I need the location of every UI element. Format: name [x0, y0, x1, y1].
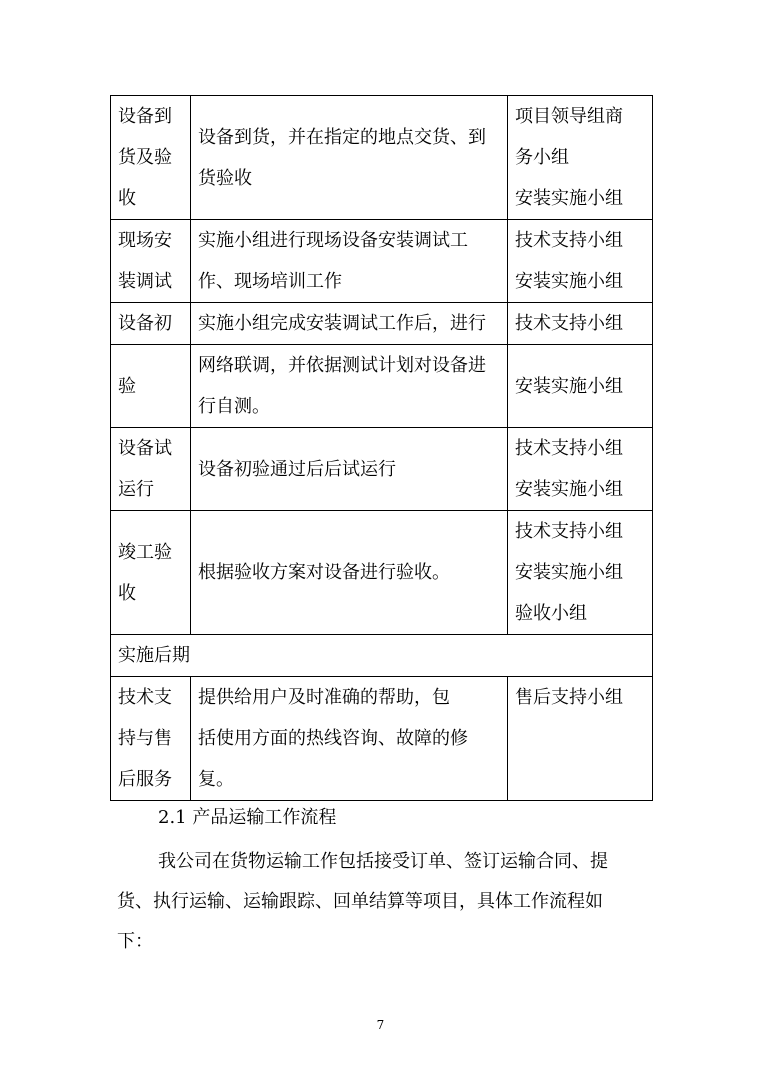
cell-line: 安装实施小组: [515, 375, 623, 397]
cell-line: 后服务: [118, 769, 172, 790]
phase-cell: [111, 428, 191, 511]
cell-line: 持与售: [118, 728, 172, 749]
table-row: [111, 345, 653, 428]
paragraph-line: 我公司在货物运输工作包括接受订单、签订运输合同、提: [158, 851, 608, 872]
cell-line: 竣工验: [118, 541, 172, 563]
cell-line: 运行: [118, 479, 154, 500]
cell-line: 安装实施小组: [515, 188, 623, 209]
cell-line: 提供给用户及时准确的帮助，包: [198, 687, 450, 708]
content-cell: [191, 303, 508, 345]
implementation-plan-table: [110, 95, 653, 801]
cell-line: 技术支: [118, 687, 172, 708]
content-cell: [191, 677, 508, 801]
cell-line: 安装实施小组: [515, 562, 623, 583]
cell-line: 作、现场培训工作: [198, 271, 342, 292]
cell-line: 技术支持小组: [515, 521, 623, 542]
table-row: [111, 220, 653, 303]
cell-line: 设备试: [118, 438, 172, 459]
paragraph-line: 货、执行运输、运输跟踪、回单结算等项目，具体工作流程如: [117, 891, 603, 912]
cell-line: 括使用方面的热线咨询、故障的修: [198, 728, 468, 749]
section-heading: 2.1 产品运输工作流程: [158, 807, 337, 828]
cell-line: 安装实施小组: [515, 271, 623, 292]
cell-line: 技术支持小组: [515, 313, 623, 334]
cell-line: 复。: [198, 769, 234, 790]
content-cell: [191, 220, 508, 303]
owner-cell: [508, 428, 653, 511]
phase-cell: [111, 345, 191, 428]
owner-cell: [508, 677, 653, 801]
table-row: [111, 428, 653, 511]
cell-line: 设备初: [118, 313, 172, 334]
content-cell: [191, 345, 508, 428]
cell-line: 根据验收方案对设备进行验收。: [198, 562, 450, 583]
paragraph-line: 下：: [117, 931, 153, 952]
cell-line: 项目领导组商: [515, 106, 623, 127]
cell-line: 网络联调，并依据测试计划对设备进: [198, 355, 486, 376]
table-row: [111, 677, 653, 801]
content-cell: [191, 96, 508, 220]
phase-cell: [111, 677, 191, 801]
table-row: [111, 511, 653, 635]
body-paragraph: [117, 842, 637, 962]
cell-line: 设备初验通过后后试运行: [198, 458, 396, 480]
cell-line: 验收小组: [515, 603, 587, 624]
cell-line: 验: [118, 375, 136, 397]
cell-line: 装调试: [118, 271, 172, 292]
table-row: [111, 96, 653, 220]
cell-line: 货验收: [198, 167, 252, 189]
owner-cell: [508, 511, 653, 635]
section-title: 实施后期: [118, 645, 190, 666]
owner-cell: [508, 220, 653, 303]
owner-cell: [508, 96, 653, 220]
cell-line: 设备到货，并在指定的地点交货、到: [198, 126, 486, 148]
cell-line: 安装实施小组: [515, 479, 623, 500]
cell-line: 务小组: [515, 147, 569, 168]
table-row: [111, 303, 653, 345]
phase-cell: [111, 220, 191, 303]
cell-line: 售后支持小组: [515, 687, 623, 708]
cell-line: 设备到: [118, 106, 172, 127]
phase-cell: [111, 303, 191, 345]
section-title-cell: [111, 635, 653, 677]
cell-line: 技术支持小组: [515, 230, 623, 251]
section-row: [111, 635, 653, 677]
cell-line: 技术支持小组: [515, 438, 623, 459]
cell-line: 货及验: [118, 147, 172, 168]
cell-line: 现场安: [118, 230, 172, 251]
cell-line: 实施小组进行现场设备安装调试工: [198, 230, 468, 251]
cell-line: 行自测。: [198, 396, 270, 417]
cell-line: 实施小组完成安装调试工作后，进行: [198, 313, 486, 334]
owner-cell: [508, 303, 653, 345]
content-cell: [191, 511, 508, 635]
page-number: 7: [376, 1018, 385, 1032]
cell-line: 收: [118, 582, 136, 604]
phase-cell: [111, 511, 191, 635]
cell-line: 收: [118, 188, 136, 209]
owner-cell: [508, 345, 653, 428]
phase-cell: [111, 96, 191, 220]
content-cell: [191, 428, 508, 511]
